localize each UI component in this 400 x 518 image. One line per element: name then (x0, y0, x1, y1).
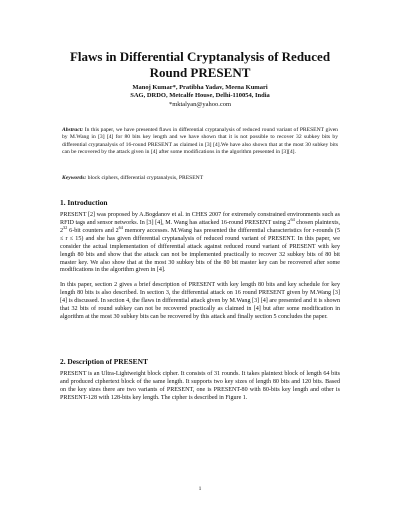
keywords-label: Keywords: (62, 175, 87, 181)
author-names: Manoj Kumar*, Pratibha Yadav, Meena Kumari (132, 84, 268, 91)
abstract-text: In this paper, we have presented flaws in differential cryptanalysis of reduced round variant of PRESENT given by M.Wang in [3] [4] for 80 bits key length and we have shown that it is not possible to recover 32 subkey bits by differential cryptanalysis of 16-round PRESENT as claimed in [3] [4].We have also shown that at the most 30 subkey bits can be recovered by the attack given in [4] after some modifications in the algorithm presented in [3][4]. (62, 127, 338, 155)
section-2-heading: 2. Description of PRESENT (60, 357, 148, 366)
abstract-label: Abstract: (62, 127, 84, 133)
title-line-2: Round PRESENT (149, 65, 251, 80)
affiliation: SAG, DRDO, Metcalfe House, Delhi-110054, India (130, 92, 270, 100)
section-1-heading: 1. Introduction (60, 198, 108, 207)
paper-title (40, 49, 360, 81)
keywords-text: block ciphers, differential cryptanalysis, PRESENT (87, 175, 204, 181)
keywords (62, 175, 338, 182)
title-line-1: Flaws in Differential Cryptanalysis of Reduced (69, 49, 331, 64)
section-2-paragraph-1: PRESENT is an Ultra-Lightweight block cipher. It consists of 31 rounds. It takes plaintext block of length 64 bits and produced ciphertext block of the same length. It supports two key sizes of length 80 bits and 120 bits. Based on the key sizes there are two variants of PRESENT, one is PRESENT-80 with 80-bits key length and other is PRESENT-128 with 128-bits key length. The cipher is described in Figure 1. (60, 371, 340, 401)
abstract (62, 127, 338, 156)
author-email: *mktalyan@yahoo.com (168, 100, 232, 108)
author-block (40, 84, 360, 109)
page-number: 1 (198, 486, 202, 492)
section-1-paragraph-1: PRESENT [2] was proposed by A.Bogdanov et al. in CHES 2007 for extremely constrained environments such as RFID tags and sensor networks. In [3] [4], M. Wang has attacked 16-round PRESENT using $2^{64}$ chosen plaintexts, $2^{32}$ 6-bit counters and $2^{64}$ memory accesses. M.Wang has presented the differential characteristics for r-rounds (5 ≤ r ≤ 15) and she has given differential cryptanalysis of reduced round variant of PRESENT. In this paper, we consider the actual implementation of differential attack against reduced round variant of PRESENT with key length 80 bits and show that the attack can not be implemented practically to recover 32 subkey bits of 80 bit master key. We also show that at the most 30 subkey bits of the 80 bit master key can be recovered after some modifications in the algorithm given in [4]. (60, 212, 340, 274)
section-1-paragraph-2: In this paper, section 2 gives a brief description of PRESENT with key length 80 bits and key schedule for key length 80 bits is also described. In section 3, the differential attack on 16 round PRESENT given by M.Wang [3] [4] is discussed. In section 4, the flaws in differential attack given by M.Wang [3] [4] are presented and it is shown that 32 bits of round subkey can not be recovered practically as claimed in [4] but after some modification in algorithm at the most 30 subkey bits can be recovered by this attack and finally section 5 concludes the paper. (60, 282, 340, 320)
